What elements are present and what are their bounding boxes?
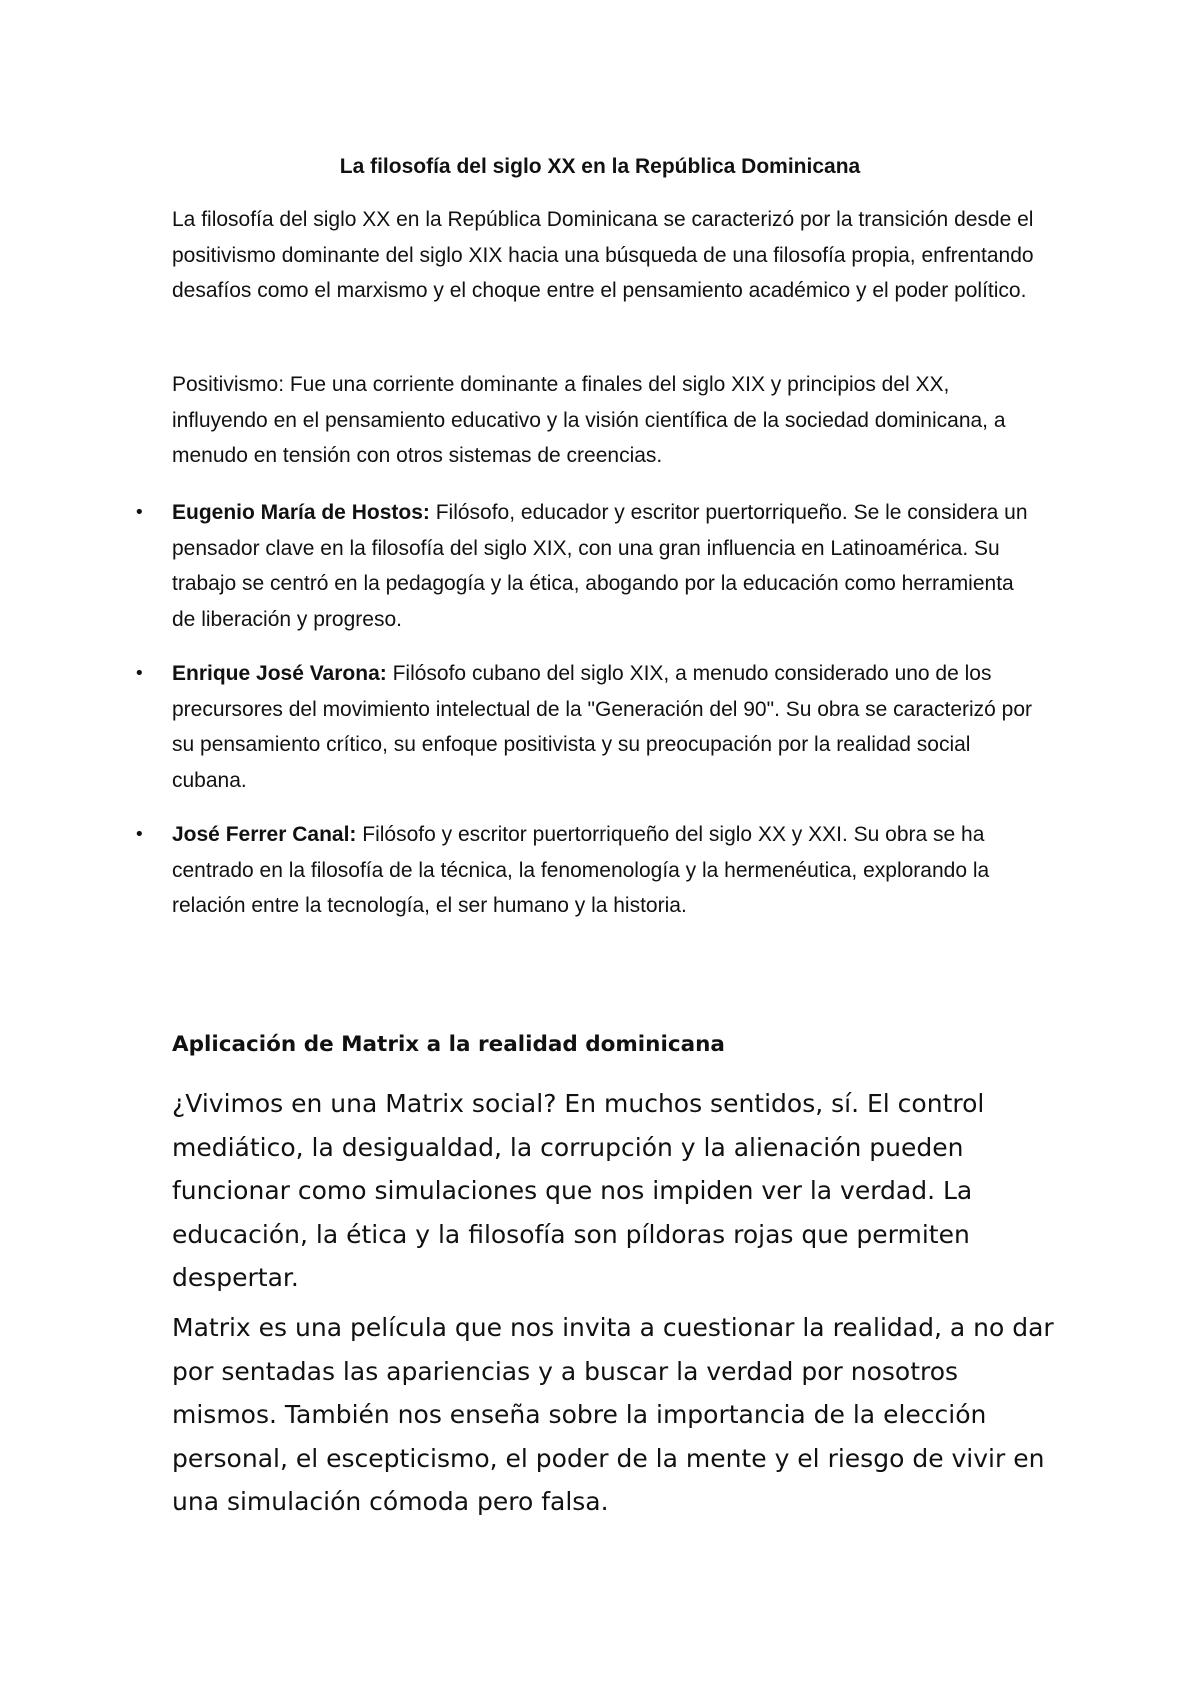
philosopher-description: Filósofo cubano del siglo XIX, a menudo considerado uno de los precursores del movimiento intelectual de la "Generación del 90". Su obra se caracterizó por su pensamiento crítico, su enfoque positivista y su preocupación por la realidad social cubana.: [172, 662, 1033, 792]
philosopher-name: José Ferrer Canal:: [172, 823, 357, 846]
list-item-ferrer: [0, 817, 1042, 924]
intro-paragraph: La filosofía del siglo XX en la República Dominicana se caracterizó por la transición desde el positivismo dominante del siglo XIX hacia una búsqueda de una filosofía propia, enfrentando desafíos como el marxismo y el choque entre el pensamiento académico y el poder político.: [172, 208, 1034, 302]
list-item-hostos: [0, 495, 1042, 637]
matrix-paragraph-1: ¿Vivimos en una Matrix social? En muchos sentidos, sí. El control mediático, la desigualdad, la corrupción y la alienación pueden funcionar como simulaciones que nos impiden ver la verdad. La educación, la ética y la filosofía son píldoras rojas que permiten despertar.: [172, 1089, 985, 1292]
document-title: La filosofía del siglo XX en la República Dominicana: [339, 155, 861, 178]
list-item-varona: [0, 656, 1042, 798]
bullet-icon: •: [134, 502, 145, 523]
section-heading: Aplicación de Matrix a la realidad dominicana: [172, 1032, 725, 1057]
matrix-paragraph-2: Matrix es una película que nos invita a cuestionar la realidad, a no dar por sentadas las apariencias y a buscar la verdad por nosotros mismos. También nos enseña sobre la importancia de la elección personal, el escepticismo, el poder de la mente y el riesgo de vivir en una simulación cómoda pero falsa.: [172, 1313, 1054, 1516]
bullet-icon: •: [134, 824, 145, 845]
bullet-icon: •: [134, 663, 145, 684]
philosopher-list: [0, 495, 1200, 943]
philosopher-description: Filósofo y escritor puertorriqueño del siglo XX y XXI. Su obra se ha centrado en la filosofía de la técnica, la fenomenología y la hermenéutica, explorando la relación entre la tecnología, el ser humano y la historia.: [172, 823, 990, 917]
philosopher-name: Eugenio María de Hostos:: [172, 501, 430, 524]
philosopher-name: Enrique José Varona:: [172, 662, 387, 685]
positivismo-paragraph: Positivismo: Fue una corriente dominante a finales del siglo XIX y principios del XX, influyendo en el pensamiento educativo y la visión científica de la sociedad dominicana, a menudo en tensión con otros sistemas de creencias.: [172, 373, 1006, 467]
philosopher-description: Filósofo, educador y escritor puertorriqueño. Se le considera un pensador clave en la filosofía del siglo XIX, con una gran influencia en Latinoamérica. Su trabajo se centró en la pedagogía y la ética, abogando por la educación como herramienta de liberación y progreso.: [172, 501, 1028, 631]
